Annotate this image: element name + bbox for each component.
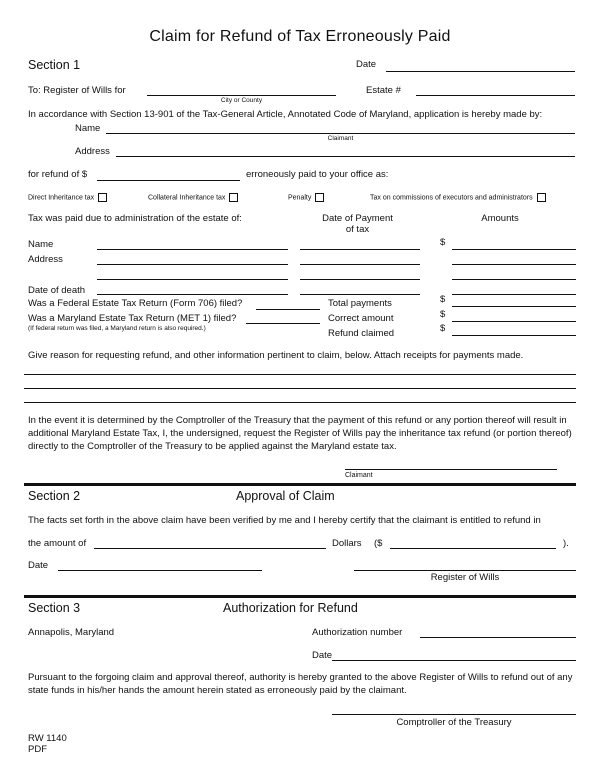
checkbox-icon[interactable] — [98, 193, 107, 202]
checkbox-icon[interactable] — [315, 193, 324, 202]
estate-number-field[interactable] — [416, 95, 575, 96]
authorization-number-label: Authorization number — [312, 627, 403, 638]
claimant-address-label: Address — [75, 146, 110, 157]
dollar-sign: $ — [440, 323, 446, 334]
authorization-date-label: Date — [312, 650, 333, 661]
facts-text: The facts set forth in the above claim have been verified by me and I hereby certify that the claimant is entitled to refund in — [28, 515, 541, 526]
commissions-label: Tax on commissions of executors and administrators — [370, 194, 533, 202]
claimant-caption: Claimant — [327, 135, 354, 142]
to-register-label: To: Register of Wills for — [28, 85, 126, 96]
approval-date-label: Date — [28, 560, 49, 571]
form-title: Claim for Refund of Tax Erroneously Paid — [149, 28, 451, 45]
dollar-sign: $ — [440, 294, 446, 305]
register-signature-caption: Register of Wills — [430, 572, 500, 583]
amounts-header: Amounts — [481, 213, 519, 224]
estate-address-field[interactable] — [97, 264, 288, 265]
correct-amount-label: Correct amount — [328, 313, 394, 324]
checkbox-icon[interactable] — [229, 193, 238, 202]
date-of-payment-header: Date of Payment — [322, 213, 393, 224]
section-1-heading: Section 1 — [28, 58, 81, 72]
refund-of-label: for refund of $ — [28, 169, 88, 180]
checkbox-icon[interactable] — [537, 193, 546, 202]
check-commissions[interactable] — [370, 193, 546, 202]
dollar-sign: $ — [440, 309, 446, 320]
reason-line-1[interactable] — [24, 374, 576, 375]
pursuant-text: Pursuant to the forgoing claim and approval thereof, authority is hereby granted to the above Register of Wills to refund out of any state funds in his/her hands the amount herein stated as erroneously paid by the claimant. — [28, 672, 573, 696]
amount-of-label: the amount of — [28, 538, 87, 549]
payment-date-field-4[interactable] — [300, 294, 420, 295]
date-field[interactable] — [386, 71, 575, 72]
section-divider — [24, 595, 576, 598]
penalty-label: Penalty — [288, 194, 312, 202]
estate-number-label: Estate # — [366, 85, 401, 96]
comptroller-signature-caption: Comptroller of the Treasury — [396, 717, 512, 728]
check-collateral-inheritance[interactable] — [148, 193, 238, 202]
city-county-caption: City or County — [220, 97, 263, 104]
claimant-address-field[interactable] — [116, 156, 575, 157]
amount-words-field[interactable] — [94, 548, 326, 549]
reason-text: Give reason for requesting refund, and other information pertinent to claim, below. Attach receipts for payments made. — [28, 350, 524, 361]
check-direct-inheritance[interactable] — [28, 193, 107, 202]
estate-address-field-2[interactable] — [97, 279, 288, 280]
federal-return-field[interactable] — [256, 309, 320, 310]
approval-heading: Approval of Claim — [236, 489, 335, 503]
section-3-heading: Section 3 — [28, 601, 81, 615]
form-format: PDF — [28, 744, 47, 755]
comptroller-request-text: In the event it is determined by the Comptroller of the Treasury that the payment of this refund or any portion thereof will result in additional Maryland Estate Tax, I, the undersigned, request the Register of Wills pay the inheritance tax refund (or portion thereof) directly to the Comptroller of the Treasury to be applied against the Maryland estate tax. — [28, 415, 572, 452]
location-text: Annapolis, Maryland — [28, 627, 115, 638]
of-tax-header: of tax — [345, 224, 370, 235]
claimant-signature-caption: Claimant — [345, 472, 373, 479]
refund-claimed-label: Refund claimed — [328, 328, 395, 339]
refund-amount-field[interactable] — [97, 180, 240, 181]
amount-field-1[interactable] — [452, 249, 576, 250]
reason-line-3[interactable] — [24, 402, 576, 403]
erroneously-label: erroneously paid to your office as: — [246, 169, 389, 180]
maryland-return-label: Was a Maryland Estate Tax Return (MET 1) filed? — [28, 313, 237, 324]
estate-address-label: Address — [28, 254, 63, 265]
date-label: Date — [356, 59, 377, 70]
dollars-label: Dollars — [332, 538, 362, 549]
form-id: RW 1140 — [28, 733, 67, 744]
date-of-death-label: Date of death — [28, 285, 86, 296]
correct-amount-field[interactable] — [452, 321, 576, 322]
estate-name-label: Name — [28, 239, 54, 250]
amount-figures-field[interactable] — [390, 548, 556, 549]
claimant-name-label: Name — [75, 123, 101, 134]
federal-return-label: Was a Federal Estate Tax Return (Form 706) filed? — [28, 298, 243, 309]
collateral-inheritance-label: Collateral Inheritance tax — [148, 194, 226, 202]
total-payments-field[interactable] — [452, 306, 576, 307]
close-paren: ). — [563, 538, 569, 549]
paren-dollar: ($ — [374, 538, 383, 549]
authorization-number-field[interactable] — [420, 637, 576, 638]
section-divider — [24, 483, 576, 486]
authorization-date-field[interactable] — [332, 660, 576, 661]
claimant-signature-field[interactable] — [345, 469, 557, 470]
payment-date-field-2[interactable] — [300, 264, 420, 265]
register-signature-field[interactable] — [354, 570, 576, 571]
accordance-text: In accordance with Section 13-901 of the Tax-General Article, Annotated Code of Maryland, application is hereby made by: — [28, 109, 543, 120]
estate-name-field[interactable] — [97, 249, 288, 250]
direct-inheritance-label: Direct Inheritance tax — [28, 194, 95, 202]
dollar-sign: $ — [440, 237, 446, 248]
amount-field-4[interactable] — [452, 294, 576, 295]
amount-field-2[interactable] — [452, 264, 576, 265]
federal-note: (If federal return was filed, a Maryland return is also required.) — [28, 325, 206, 332]
estate-paid-text: Tax was paid due to administration of the estate of: — [28, 213, 242, 224]
section-2-heading: Section 2 — [28, 489, 81, 503]
comptroller-signature-field[interactable] — [332, 714, 576, 715]
claimant-name-field[interactable] — [106, 133, 575, 134]
payment-date-field-1[interactable] — [300, 249, 420, 250]
maryland-return-field[interactable] — [246, 323, 320, 324]
county-field[interactable] — [147, 95, 336, 96]
reason-line-2[interactable] — [24, 388, 576, 389]
check-penalty[interactable] — [288, 193, 324, 202]
authorization-heading: Authorization for Refund — [223, 601, 358, 615]
date-of-death-field[interactable] — [97, 294, 288, 295]
total-payments-label: Total payments — [328, 298, 392, 309]
refund-claimed-field[interactable] — [452, 335, 576, 336]
payment-date-field-3[interactable] — [300, 279, 420, 280]
amount-field-3[interactable] — [452, 279, 576, 280]
approval-date-field[interactable] — [58, 570, 262, 571]
